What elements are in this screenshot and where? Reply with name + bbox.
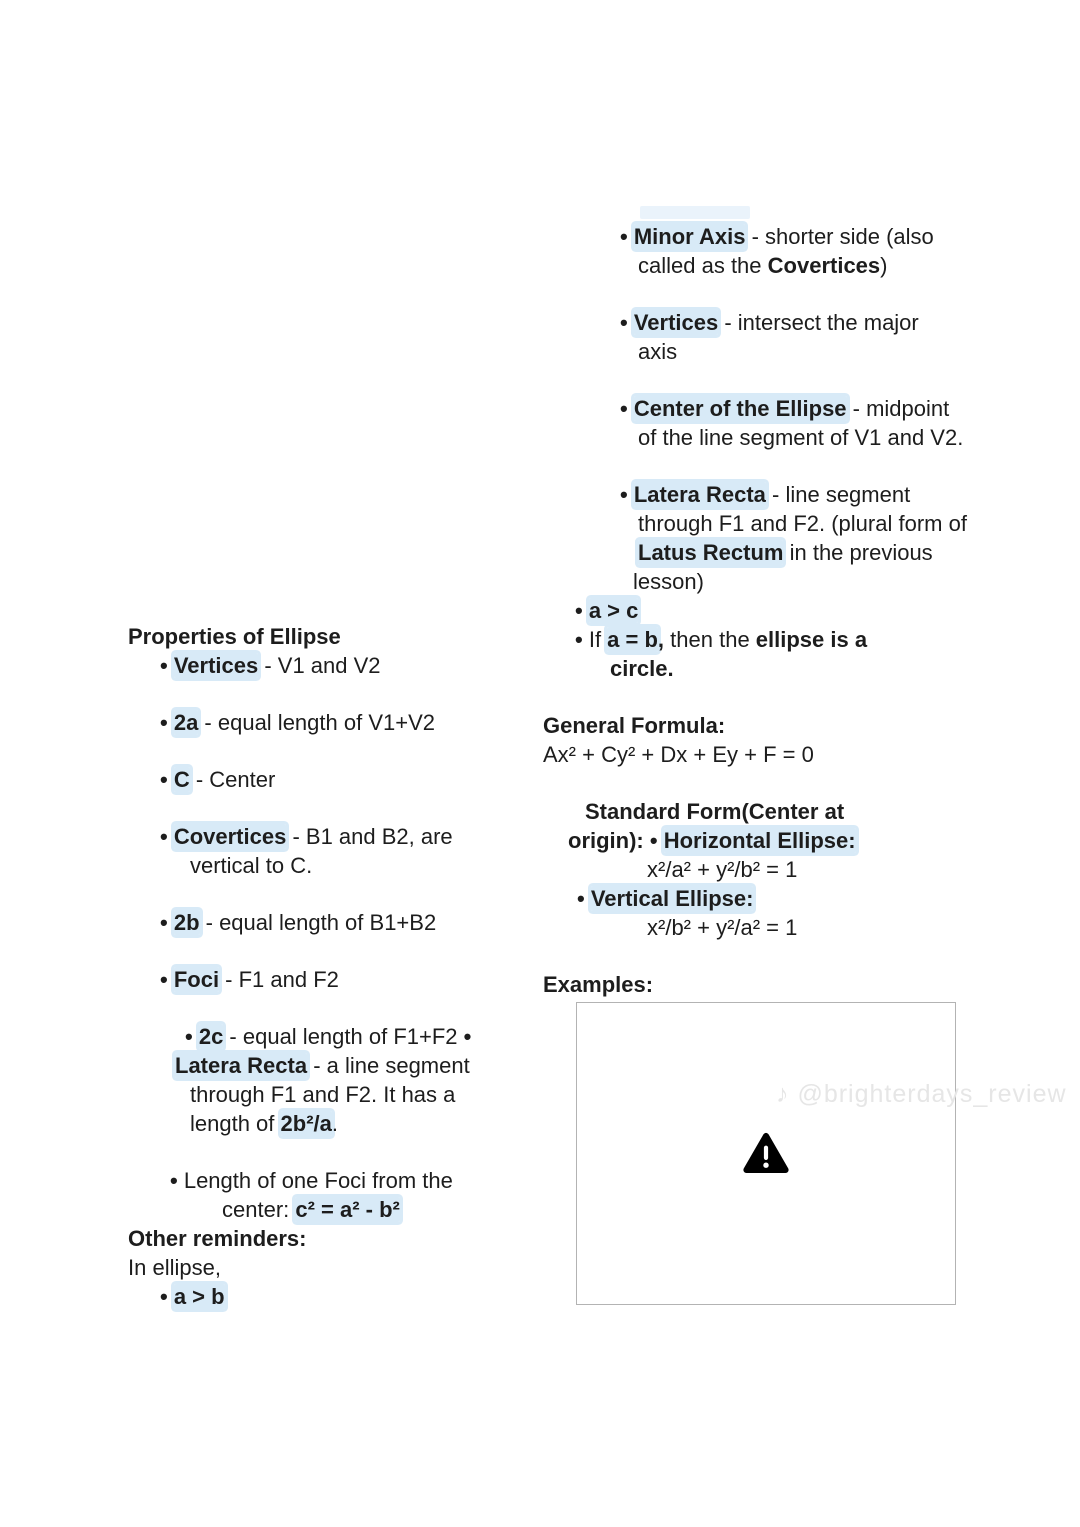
text-segment: - a line segment <box>307 1053 470 1078</box>
text-segment: length of <box>190 1111 281 1136</box>
text-segment: - Center <box>189 767 276 792</box>
text-segment: axis <box>638 339 678 364</box>
text-segment: - shorter side (also <box>745 224 934 249</box>
text-line <box>543 538 967 567</box>
text-line <box>543 855 967 884</box>
image-load-error-warning-icon <box>742 1132 790 1176</box>
text-line <box>543 509 967 538</box>
text-segment: - line segment <box>765 482 911 507</box>
text-segment: - intersect the major <box>718 310 919 335</box>
text-segment: • <box>160 710 174 735</box>
text-segment: then the <box>664 627 756 652</box>
text-segment: • <box>577 886 591 911</box>
text-line <box>128 622 471 651</box>
text-line <box>543 913 967 942</box>
highlighted-term: 2b <box>173 910 200 935</box>
highlighted-term: Vertical Ellipse: <box>590 886 754 911</box>
text-line <box>128 1282 471 1311</box>
text-line <box>128 1109 471 1138</box>
text-line <box>543 423 967 452</box>
text-segment: Length of one Foci from the <box>183 1168 453 1193</box>
text-segment: origin): • <box>568 828 664 853</box>
text-line <box>128 708 471 737</box>
text-segment: • <box>160 910 174 935</box>
highlighted-term: Vertices <box>173 653 259 678</box>
right-column-lines <box>543 222 967 999</box>
text-segment: • <box>160 1284 174 1309</box>
text-segment: Properties of Ellipse <box>128 624 341 649</box>
cut-off-highlight <box>640 206 750 219</box>
text-line <box>543 654 967 683</box>
highlighted-term: 2b²/a <box>280 1111 332 1136</box>
text-line <box>128 1080 471 1109</box>
text-segment: - equal length of V1+V2 <box>198 710 435 735</box>
highlighted-term: c² = a² - b² <box>295 1197 400 1222</box>
text-segment: x²/a² + y²/b² = 1 <box>647 857 798 882</box>
text-line <box>128 651 471 680</box>
highlighted-term: 2a <box>173 710 199 735</box>
text-line <box>128 1195 471 1224</box>
text-line <box>128 965 471 994</box>
highlighted-term: a = b <box>607 627 658 652</box>
tiktok-watermark <box>776 1080 1067 1109</box>
text-line <box>128 1022 471 1051</box>
text-line <box>543 480 967 509</box>
highlighted-term: Foci <box>173 967 220 992</box>
left-notes-column <box>128 622 471 1311</box>
text-segment: • <box>160 653 174 678</box>
text-line <box>543 596 967 625</box>
text-segment: Ax² + Cy² + Dx + Ey + F = 0 <box>543 742 814 767</box>
text-line <box>543 222 967 251</box>
text-segment: - equal length of B1+B2 <box>199 910 437 935</box>
text-line <box>543 711 967 740</box>
highlighted-term: C <box>173 767 190 792</box>
text-segment: ellipse is a <box>755 627 868 652</box>
text-segment: Other reminders: <box>128 1226 307 1251</box>
text-line <box>543 884 967 913</box>
music-note-icon: ♪ <box>776 1080 790 1108</box>
highlighted-term: Latus Rectum <box>638 540 784 565</box>
text-segment: • <box>160 967 174 992</box>
text-segment: through F1 and F2. (plural form of <box>638 511 967 536</box>
text-line <box>128 765 471 794</box>
text-segment: called as the <box>638 253 768 278</box>
text-segment: In ellipse, <box>128 1255 221 1280</box>
text-line <box>543 251 967 280</box>
text-segment: lesson) <box>633 569 704 594</box>
highlighted-term: Covertices <box>173 824 287 849</box>
text-segment: • <box>160 767 174 792</box>
text-line <box>128 822 471 851</box>
text-segment: • <box>620 482 634 507</box>
text-segment: of the line segment of V1 and V2. <box>638 425 964 450</box>
text-line <box>128 1051 471 1080</box>
text-segment: - V1 and V2 <box>258 653 381 678</box>
highlighted-term: 2c <box>198 1024 224 1049</box>
text-line <box>543 394 967 423</box>
text-segment: • <box>575 627 589 652</box>
text-segment: General Formula: <box>543 713 726 738</box>
text-segment: . <box>331 1111 338 1136</box>
highlighted-term: Minor Axis <box>633 224 746 249</box>
text-line <box>128 908 471 937</box>
text-line <box>128 1166 471 1195</box>
watermark-handle: @brighterdays_review <box>797 1080 1067 1108</box>
text-segment: - equal length of F1+F2 <box>223 1024 464 1049</box>
text-segment: • <box>160 824 174 849</box>
text-line <box>543 337 967 366</box>
text-segment: ) <box>880 253 888 278</box>
right-notes-column <box>543 222 967 1305</box>
highlighted-term: Latera Recta <box>633 482 766 507</box>
highlighted-term: Center of the Ellipse <box>633 396 847 421</box>
text-segment: x²/b² + y²/a² = 1 <box>647 915 798 940</box>
highlighted-term: Vertices <box>633 310 719 335</box>
text-segment: • <box>170 1168 184 1193</box>
text-segment: in the previous <box>783 540 933 565</box>
text-line <box>543 797 967 826</box>
text-segment: Examples: <box>543 972 654 997</box>
text-segment: • <box>185 1024 199 1049</box>
text-line <box>128 851 471 880</box>
text-line <box>128 1253 471 1282</box>
text-segment: • <box>463 1024 472 1049</box>
highlighted-term: Horizontal Ellipse: <box>663 828 856 853</box>
text-line <box>543 740 967 769</box>
text-segment: through F1 and F2. It has a <box>190 1082 456 1107</box>
examples-image-placeholder <box>576 1002 956 1305</box>
text-segment: center: <box>222 1197 296 1222</box>
text-segment: - F1 and F2 <box>219 967 339 992</box>
text-line <box>543 308 967 337</box>
highlighted-term: Latera Recta <box>175 1053 308 1078</box>
text-line <box>543 826 967 855</box>
text-segment: • <box>620 224 634 249</box>
text-segment: • <box>575 598 589 623</box>
text-segment: vertical to C. <box>190 853 313 878</box>
text-segment: circle. <box>610 656 674 681</box>
text-line <box>543 625 967 654</box>
text-segment: , <box>657 627 665 652</box>
highlighted-term: a > b <box>173 1284 225 1309</box>
text-line <box>543 970 967 999</box>
text-segment: • <box>620 396 634 421</box>
text-segment: • <box>620 310 634 335</box>
text-line <box>543 567 967 596</box>
highlighted-term: a > c <box>588 598 639 623</box>
text-segment: - midpoint <box>846 396 950 421</box>
text-segment: - B1 and B2, are <box>286 824 453 849</box>
text-segment: If <box>588 627 608 652</box>
text-segment: Covertices <box>767 253 881 278</box>
text-segment: Standard Form(Center at <box>585 799 845 824</box>
text-line <box>128 1224 471 1253</box>
